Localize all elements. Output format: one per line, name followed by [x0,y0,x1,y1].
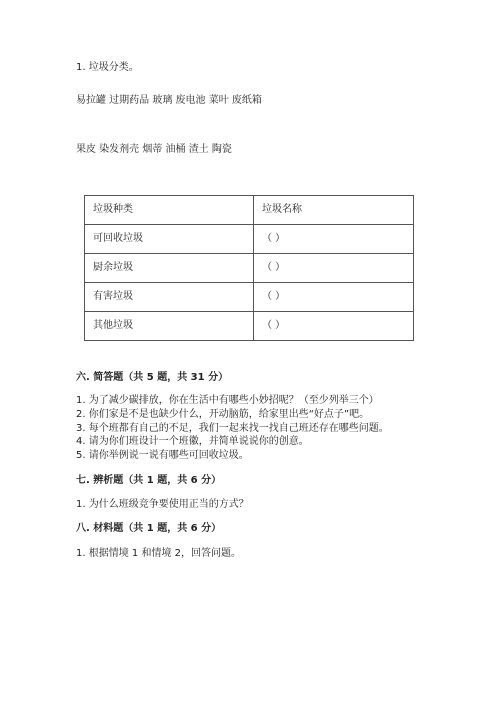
table-cell-answer-blank[interactable]: （ ） [254,283,414,312]
table-cell-category: 有害垃圾 [85,283,254,312]
table-header-cell: 垃圾种类 [85,196,254,225]
table-header-cell: 垃圾名称 [254,196,414,225]
table-cell-category: 其他垃圾 [85,312,254,341]
section-title-short-answer: 六. 简答题（共 5 题，共 31 分） [76,372,229,383]
question-item: 1. 根据情境 1 和情境 2，回答问题。 [76,548,241,559]
table-cell-answer-blank[interactable]: （ ） [254,312,414,341]
waste-items-line-1: 易拉罐 过期药品 玻璃 废电池 菜叶 废纸箱 [76,95,262,106]
waste-items-line-2: 果皮 染发剂壳 烟蒂 油桶 渣土 陶瓷 [76,144,232,155]
question-item: 1. 为什么班级竞争要使用正当的方式？ [76,499,249,510]
table-row [85,254,414,283]
question-item: 5. 请你举例说一说有哪些可回收垃圾。 [76,450,249,461]
question-item: 4. 请为你们班设计一个班徽，并简单说说你的创意。 [76,436,309,447]
question-item: 3. 每个班都有自己的不足，我们一起来找一找自己班还存在哪些问题。 [76,423,389,434]
table-row [85,283,414,312]
question-item: 2. 你们家是不是也缺少什么，开动脑筋，给家里出些“好点子”吧。 [76,409,370,420]
question-1-title: 1. 垃圾分类。 [76,62,139,73]
table-cell-answer-blank[interactable]: （ ） [254,225,414,254]
section-title-analysis: 七. 辨析题（共 1 题，共 6 分） [76,475,222,486]
question-item: 1. 为了减少碳排放，你在生活中有哪些小妙招呢？（至少列举三个） [76,395,379,406]
waste-sorting-table [84,195,414,341]
table-header-row [85,196,414,225]
table-row [85,312,414,341]
table-cell-category: 可回收垃圾 [85,225,254,254]
section-title-material: 八. 材料题（共 1 题，共 6 分） [76,523,222,534]
table-cell-answer-blank[interactable]: （ ） [254,254,414,283]
table-row [85,225,414,254]
table-cell-category: 厨余垃圾 [85,254,254,283]
